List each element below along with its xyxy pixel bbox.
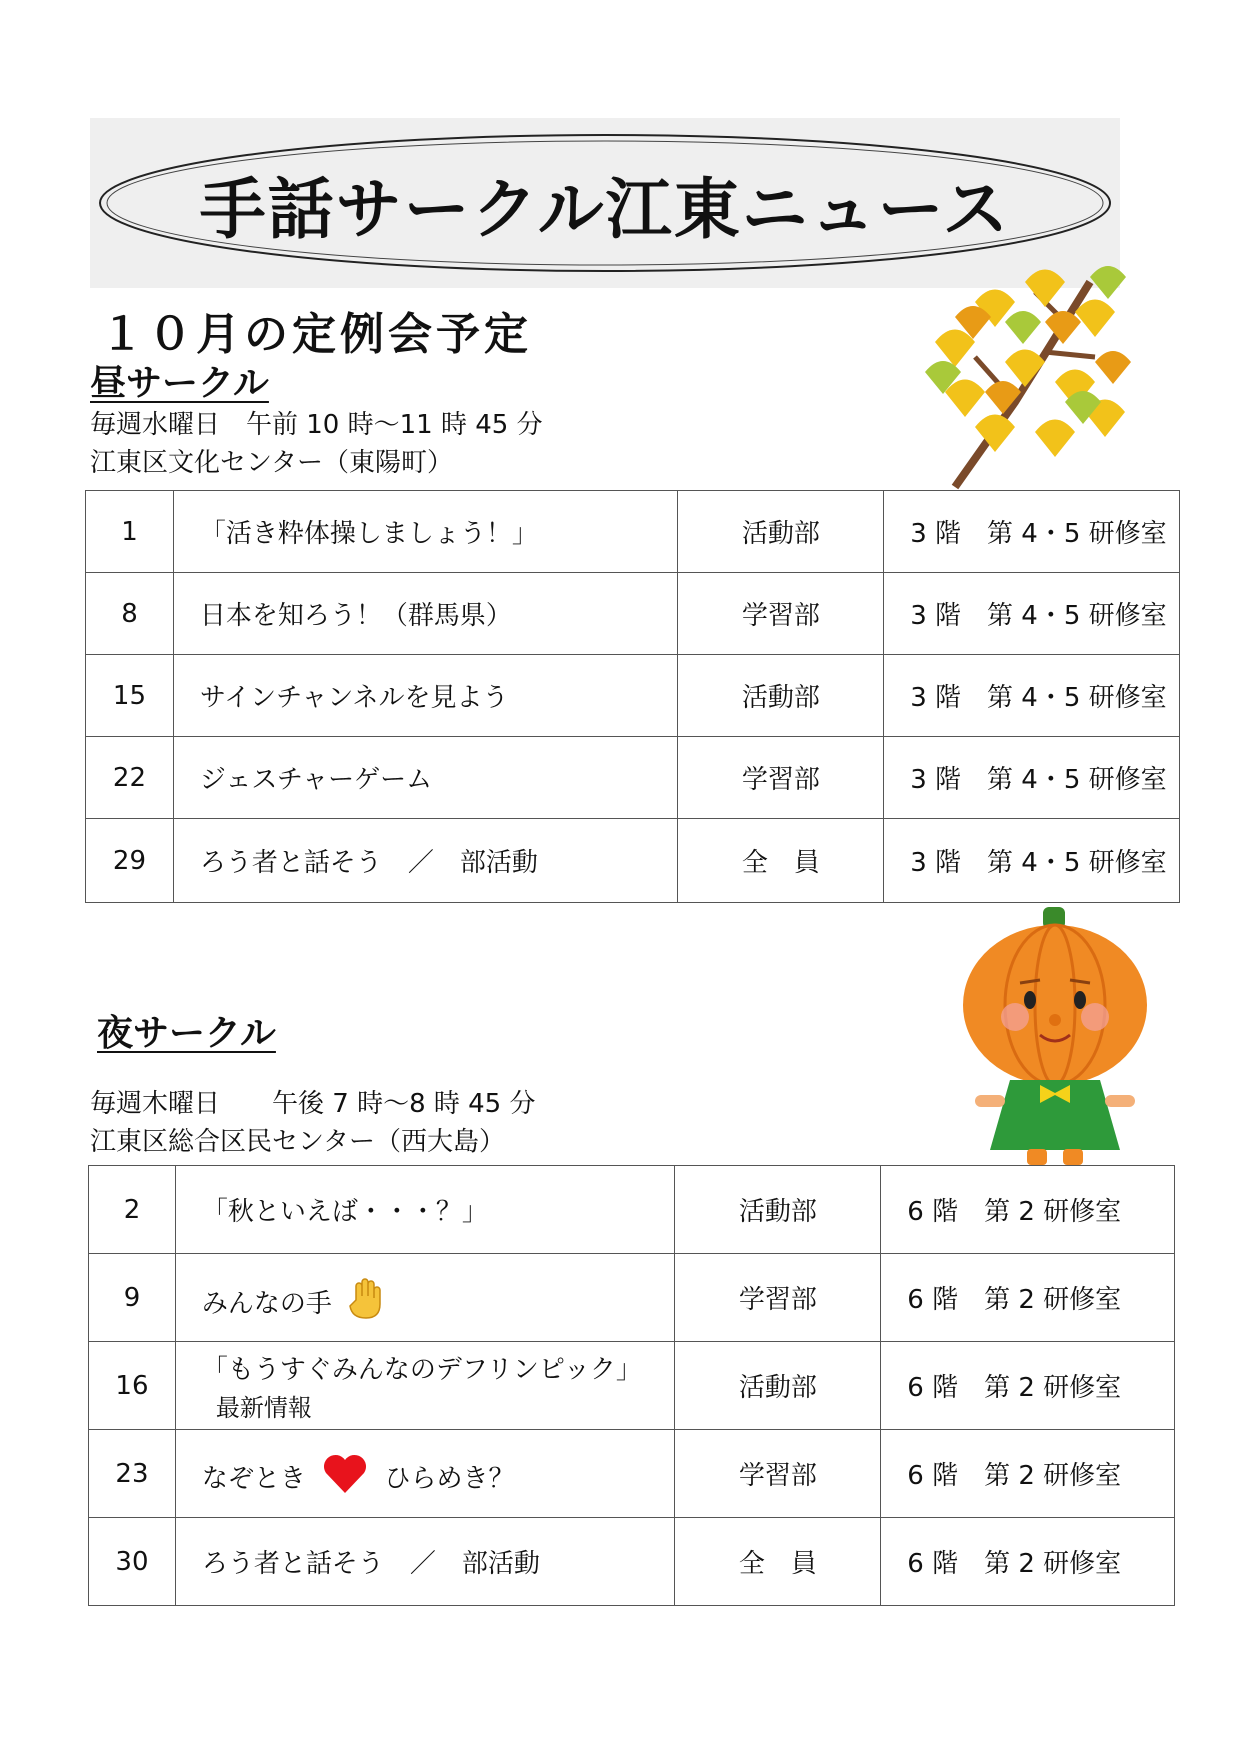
table-row xyxy=(86,573,1180,655)
table-row xyxy=(86,491,1180,573)
topic-text: 「もうすぐみんなのデフリンピック」 xyxy=(201,1354,642,1385)
day-cell: 16 xyxy=(89,1342,176,1430)
dept-cell: 学習部 xyxy=(678,737,884,819)
table-row xyxy=(89,1166,1175,1254)
dept-cell: 全 員 xyxy=(678,819,884,903)
topic-cell xyxy=(175,1430,675,1518)
dept-cell: 活動部 xyxy=(675,1166,881,1254)
dept-cell: 活動部 xyxy=(678,655,884,737)
room-cell: 6 階 第 2 研修室 xyxy=(881,1254,1175,1342)
topic-text-pre: なぞとき xyxy=(201,1463,306,1494)
night-circle-schedule: 毎週木曜日 午後 7 時～8 時 45 分 xyxy=(90,1089,536,1119)
day-schedule-table xyxy=(85,490,1180,903)
dept-cell: 活動部 xyxy=(678,491,884,573)
topic-cell: 「秋といえば・・・？」 xyxy=(175,1166,675,1254)
room-cell: 6 階 第 2 研修室 xyxy=(881,1166,1175,1254)
day-circle-title: 昼サークル xyxy=(90,363,269,404)
topic-cell: 「活き粋体操しましょう！」 xyxy=(173,491,678,573)
page-title: 手話サークル江東ニュース xyxy=(199,170,1011,248)
night-circle-info xyxy=(90,1085,536,1161)
table-row xyxy=(89,1342,1175,1430)
day-cell: 2 xyxy=(89,1166,176,1254)
day-circle-schedule: 毎週水曜日 午前 10 時～11 時 45 分 xyxy=(90,410,543,440)
night-circle-venue: 江東区総合区民センター（西大島） xyxy=(90,1127,505,1157)
room-cell: 3 階 第 4・5 研修室 xyxy=(884,573,1180,655)
room-cell: 3 階 第 4・5 研修室 xyxy=(884,655,1180,737)
dept-cell: 全 員 xyxy=(675,1518,881,1606)
day-circle-info xyxy=(90,406,543,482)
dept-cell: 学習部 xyxy=(678,573,884,655)
room-cell: 6 階 第 2 研修室 xyxy=(881,1342,1175,1430)
topic-text: みんなの手 xyxy=(201,1288,332,1319)
day-cell: 23 xyxy=(89,1430,176,1518)
room-cell: 3 階 第 4・5 研修室 xyxy=(884,491,1180,573)
day-circle-venue: 江東区文化センター（東陽町） xyxy=(90,448,453,478)
dept-cell: 学習部 xyxy=(675,1254,881,1342)
topic-cell: サインチャンネルを見よう xyxy=(173,655,678,737)
topic-subtitle: 最新情報 xyxy=(215,1393,312,1422)
dept-cell: 活動部 xyxy=(675,1342,881,1430)
table-row xyxy=(86,819,1180,903)
hand-icon xyxy=(348,1276,388,1320)
dept-cell: 学習部 xyxy=(675,1430,881,1518)
topic-cell: ろう者と話そう ／ 部活動 xyxy=(175,1518,675,1606)
topic-cell: ジェスチャーゲーム xyxy=(173,737,678,819)
topic-cell: 日本を知ろう！（群馬県） xyxy=(173,573,678,655)
table-row xyxy=(89,1430,1175,1518)
table-row xyxy=(89,1254,1175,1342)
room-cell: 3 階 第 4・5 研修室 xyxy=(884,737,1180,819)
day-cell: 22 xyxy=(86,737,174,819)
room-cell: 6 階 第 2 研修室 xyxy=(881,1518,1175,1606)
night-circle-title: 夜サークル xyxy=(97,1013,276,1054)
table-row xyxy=(86,737,1180,819)
pumpkin-character-illustration xyxy=(955,905,1155,1167)
room-cell: 3 階 第 4・5 研修室 xyxy=(884,819,1180,903)
room-cell: 6 階 第 2 研修室 xyxy=(881,1430,1175,1518)
month-heading: １０月の定例会予定 xyxy=(100,309,532,360)
ginkgo-tree-illustration xyxy=(915,262,1135,492)
topic-cell xyxy=(175,1342,675,1430)
night-schedule-table xyxy=(88,1165,1175,1606)
day-cell: 8 xyxy=(86,573,174,655)
topic-text-post: ひらめき？ xyxy=(384,1463,515,1494)
topic-cell xyxy=(175,1254,675,1342)
table-row xyxy=(89,1518,1175,1606)
topic-cell: ろう者と話そう ／ 部活動 xyxy=(173,819,678,903)
day-cell: 30 xyxy=(89,1518,176,1606)
day-cell: 1 xyxy=(86,491,174,573)
day-cell: 15 xyxy=(86,655,174,737)
day-cell: 29 xyxy=(86,819,174,903)
heart-icon xyxy=(322,1453,368,1495)
day-cell: 9 xyxy=(89,1254,176,1342)
table-row xyxy=(86,655,1180,737)
